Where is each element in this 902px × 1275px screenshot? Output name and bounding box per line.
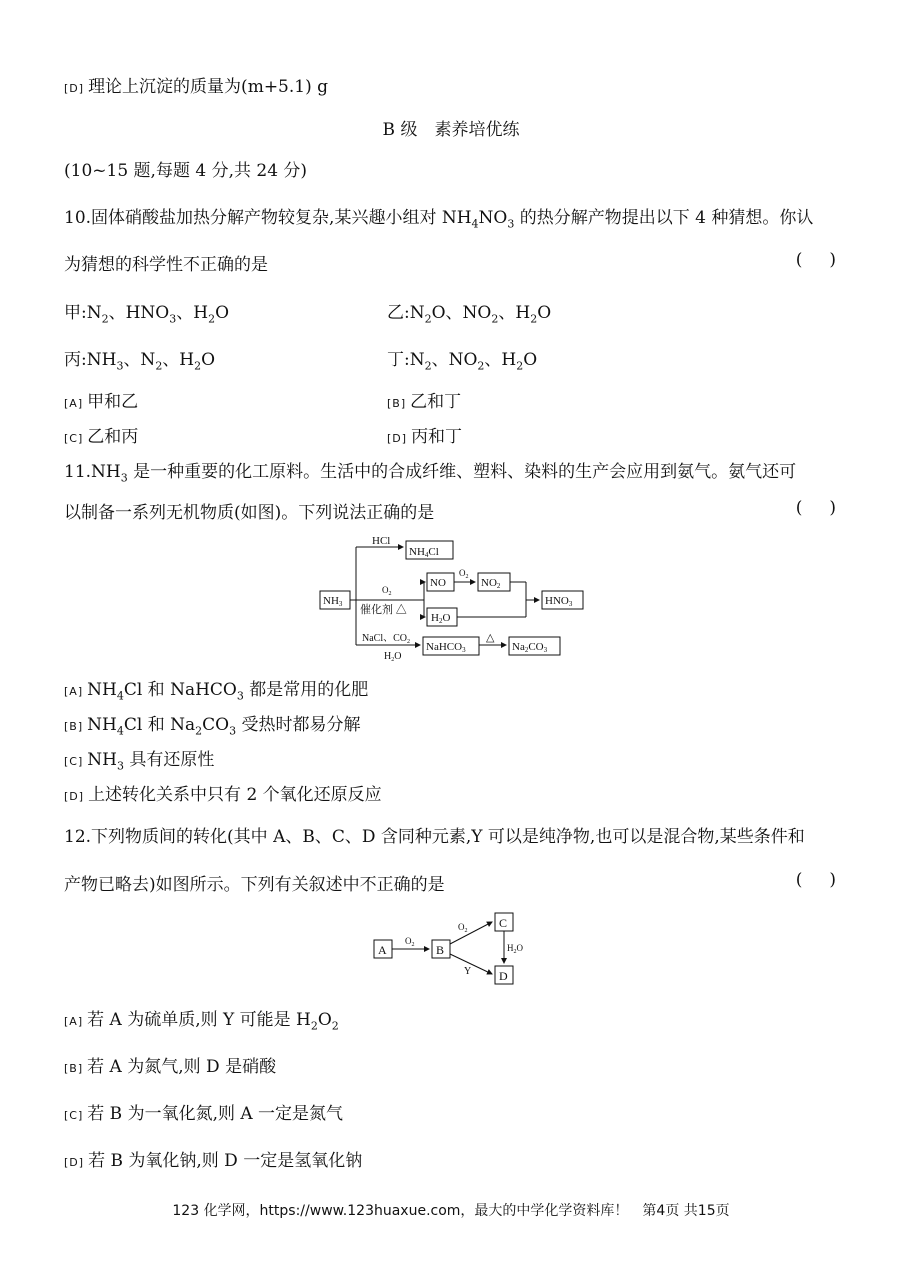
- q12-line1: 12.下列物质间的转化(其中 A、B、C、D 含同种元素,Y 可以是纯净物,也可以是混合物,某些条件和: [64, 827, 805, 847]
- option-text: 上述转化关系中只有 2 个氧化还原反应: [88, 785, 382, 805]
- q11-line2: 以制备一系列无机物质(如图)。下列说法正确的是: [64, 503, 435, 523]
- svg-text:Y: Y: [464, 966, 472, 977]
- q12-line2: 产物已略去)如图所示。下列有关叙述中不正确的是: [64, 875, 445, 895]
- q10-line2: 为猜想的科学性不正确的是: [64, 255, 268, 275]
- svg-text:O2: $O_2$: [459, 568, 469, 580]
- option-tag: [D]: [64, 1156, 85, 1169]
- svg-text:HNO3: HNO3: [545, 595, 573, 608]
- svg-text:△: △: [486, 632, 495, 644]
- svg-text:NH4Cl: NH4Cl: [409, 546, 439, 559]
- svg-text:O2: $O_2$: [405, 936, 415, 948]
- guess-bing: 丙$:NH_3$、$N_2$、$H_2O$: [64, 350, 216, 373]
- option-tag: [B]: [387, 397, 407, 410]
- option-tag: [A]: [64, 1015, 84, 1028]
- option-tag: [D]: [64, 82, 85, 95]
- q12-option-b[interactable]: [64, 1052, 276, 1077]
- q11-option-d[interactable]: [64, 780, 382, 805]
- ammonia-conversion-diagram: [310, 535, 600, 665]
- svg-text:NO: NO: [430, 577, 446, 589]
- option-tag: [C]: [64, 1109, 84, 1122]
- option-tag: [B]: [64, 1062, 84, 1075]
- answer-paren[interactable]: ( ): [795, 498, 836, 518]
- guess-ding: 丁$:N_2$、$NO_2$、$H_2O$: [387, 350, 538, 373]
- option-tag: [D]: [64, 790, 85, 803]
- section-scoring: (10~15 题,每题 4 分,共 24 分): [64, 161, 308, 181]
- option-text: 若 B 为一氧化氮,则 A 一定是氮气: [87, 1104, 344, 1124]
- option-text: 若 A 为氮气,则 D 是硝酸: [87, 1057, 277, 1077]
- q9-option-d: [64, 72, 328, 97]
- section-title: B 级 素养培优练: [382, 120, 520, 140]
- svg-text:H2O: $H_2O$: [507, 943, 523, 955]
- svg-text:HCl: HCl: [372, 535, 391, 547]
- svg-text:NaHCO3: NaHCO3: [426, 641, 466, 654]
- q10-option-b[interactable]: [387, 387, 461, 412]
- svg-text:催化剂 △: 催化剂 △: [360, 604, 407, 616]
- q12-option-d[interactable]: [64, 1146, 362, 1171]
- svg-text:B: B: [436, 943, 445, 957]
- q12-option-c[interactable]: [64, 1099, 343, 1124]
- q11-option-b[interactable]: [B] $NH_4Cl$ 和 $Na_2CO_3$ 受热时都易分解: [64, 715, 361, 738]
- q11-option-c[interactable]: [C] $NH_3$ 具有还原性: [64, 750, 215, 773]
- svg-text:O2: $O_2$: [382, 585, 392, 597]
- q11-line1: $11.NH_3$ 是一种重要的化工原料。生活中的合成纤维、塑料、染料的生产会应用到氨气。氨气还可: [64, 462, 797, 485]
- svg-text:A: A: [378, 943, 387, 957]
- option-text: 理论上沉淀的质量为(m+5.1) g: [88, 77, 329, 97]
- svg-text:NO2: NO2: [481, 577, 501, 590]
- q12-option-a[interactable]: [A] 若 A 为硫单质,则 Y 可能是 $H_2O_2$: [64, 1010, 339, 1033]
- option-text: 甲和乙: [87, 392, 139, 412]
- svg-text:Na2CO3: Na2CO3: [512, 641, 548, 654]
- svg-text:C: C: [499, 916, 508, 930]
- option-tag: [A]: [64, 685, 84, 698]
- svg-text:NH3: NH3: [323, 595, 343, 608]
- guess-jia: 甲$:N_2$、$HNO_3$、$H_2O$: [64, 303, 230, 326]
- svg-text:H2O: $H_2O$: [384, 651, 402, 663]
- option-text: 乙和丁: [410, 392, 462, 412]
- page-footer: 123 化学网，https://www.123huaxue.com，最大的中学化学资料库！ 第4页 共15页: [172, 1203, 730, 1219]
- option-text: 若 B 为氧化钠,则 D 一定是氢氧化钠: [88, 1151, 363, 1171]
- option-tag: [A]: [64, 397, 84, 410]
- svg-text:H2O: H2O: [431, 612, 451, 625]
- svg-text:D: D: [499, 969, 508, 983]
- answer-paren[interactable]: ( ): [795, 250, 836, 270]
- svg-text:O2: $O_2$: [458, 922, 468, 934]
- option-text: 乙和丙: [87, 427, 139, 447]
- q10-option-a[interactable]: [64, 387, 138, 412]
- option-tag: [D]: [387, 432, 408, 445]
- q11-option-a[interactable]: [A] $NH_4Cl$ 和 NaHCO$_3$ 都是常用的化肥: [64, 680, 369, 703]
- option-text: 丙和丁: [411, 427, 463, 447]
- answer-paren[interactable]: ( ): [795, 870, 836, 890]
- option-tag: [C]: [64, 755, 84, 768]
- abcd-conversion-diagram: [370, 908, 530, 988]
- q10-option-d[interactable]: [387, 422, 462, 447]
- q10-line1: 10.固体硝酸盐加热分解产物较复杂,某兴趣小组对 $NH_4NO_3$ 的热分解产物提出以下 4 种猜想。你认: [64, 208, 814, 231]
- guess-yi: 乙$:N_2O$、$NO_2$、$H_2O$: [387, 303, 552, 326]
- svg-text:NaCl、CO2: NaCl、$CO_2$: [362, 633, 410, 645]
- q10-option-c[interactable]: [64, 422, 138, 447]
- option-tag: [B]: [64, 720, 84, 733]
- option-tag: [C]: [64, 432, 84, 445]
